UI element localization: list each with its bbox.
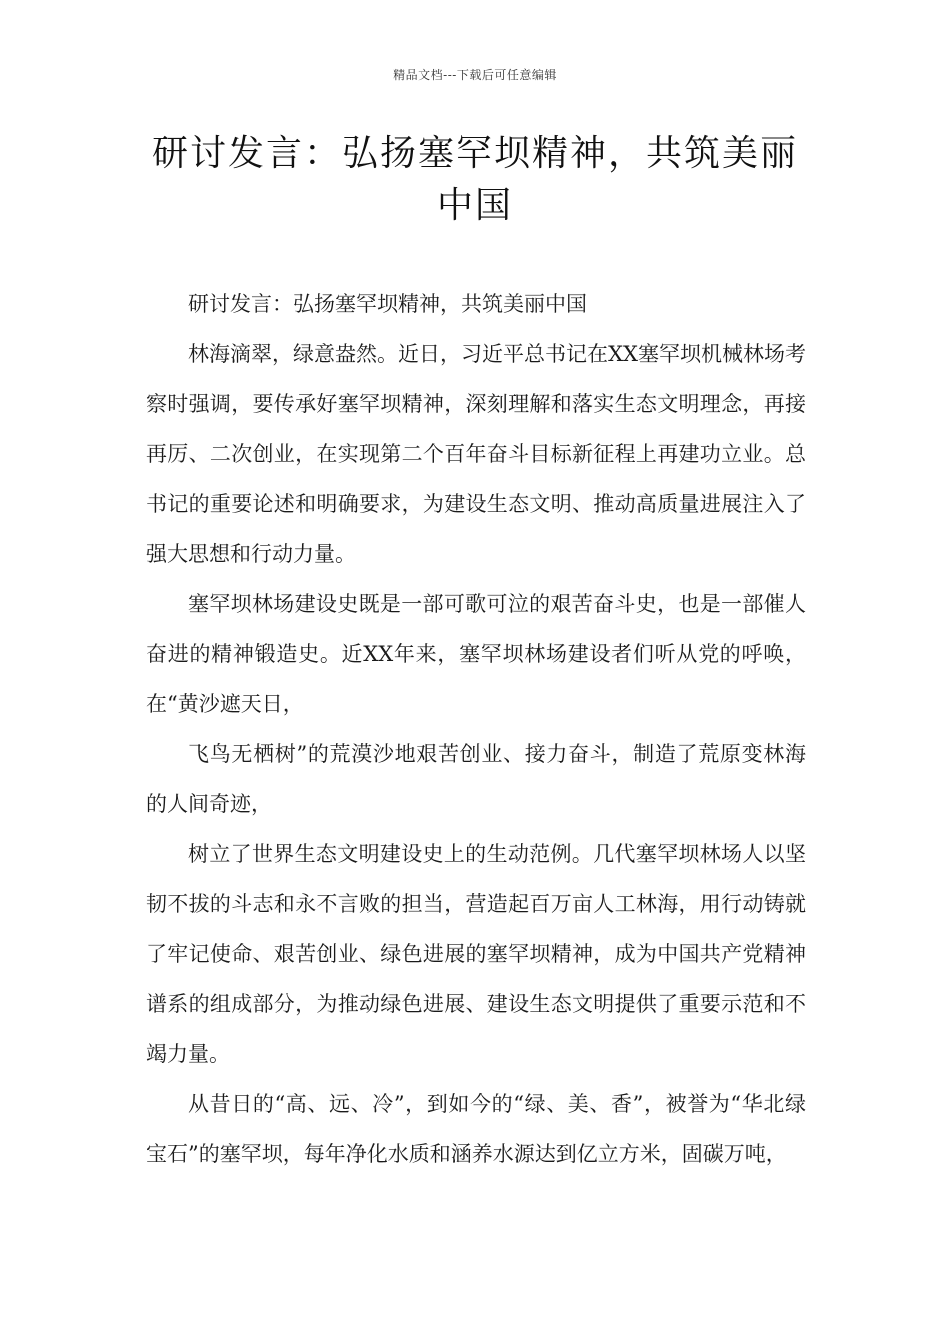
document-body — [146, 279, 806, 1179]
header-note: 精品文档---下载后可任意编辑 — [393, 68, 557, 82]
paragraph: 从昔日的“高、远、冷”，到如今的“绿、美、香”，被誉为“华北绿宝石”的塞罕坝，每年净化水质和涵养水源达到亿立方米，固碳万吨， — [146, 1092, 806, 1166]
paragraph: 树立了世界生态文明建设史上的生动范例。几代塞罕坝林场人以坚韧不拔的斗志和永不言败的担当，营造起百万亩人工林海，用行动铸就了牢记使命、艰苦创业、绿色进展的塞罕坝精神，成为中国共产党精神谱系的组成部分，为推动绿色进展、建设生态文明提供了重要示范和不竭力量。 — [146, 842, 806, 1066]
document-title: 研讨发言：弘扬塞罕坝精神，共筑美丽中国 — [151, 133, 798, 226]
paragraph: 飞鸟无栖树”的荒漠沙地艰苦创业、接力奋斗，制造了荒原变林海的人间奇迹， — [146, 742, 806, 816]
paragraph: 塞罕坝林场建设史既是一部可歌可泣的艰苦奋斗史，也是一部催人奋进的精神锻造史。近XX年来，塞罕坝林场建设者们听从党的呼唤，在“黄沙遮天日， — [146, 592, 806, 716]
paragraph: 研讨发言：弘扬塞罕坝精神，共筑美丽中国 — [188, 292, 587, 316]
paragraph: 林海滴翠，绿意盎然。近日，习近平总书记在XX塞罕坝机械林场考察时强调，要传承好塞罕坝精神，深刻理解和落实生态文明理念，再接再厉、二次创业，在实现第二个百年奋斗目标新征程上再建功立业。总书记的重要论述和明确要求，为建设生态文明、推动高质量进展注入了强大思想和行动力量。 — [146, 342, 806, 566]
